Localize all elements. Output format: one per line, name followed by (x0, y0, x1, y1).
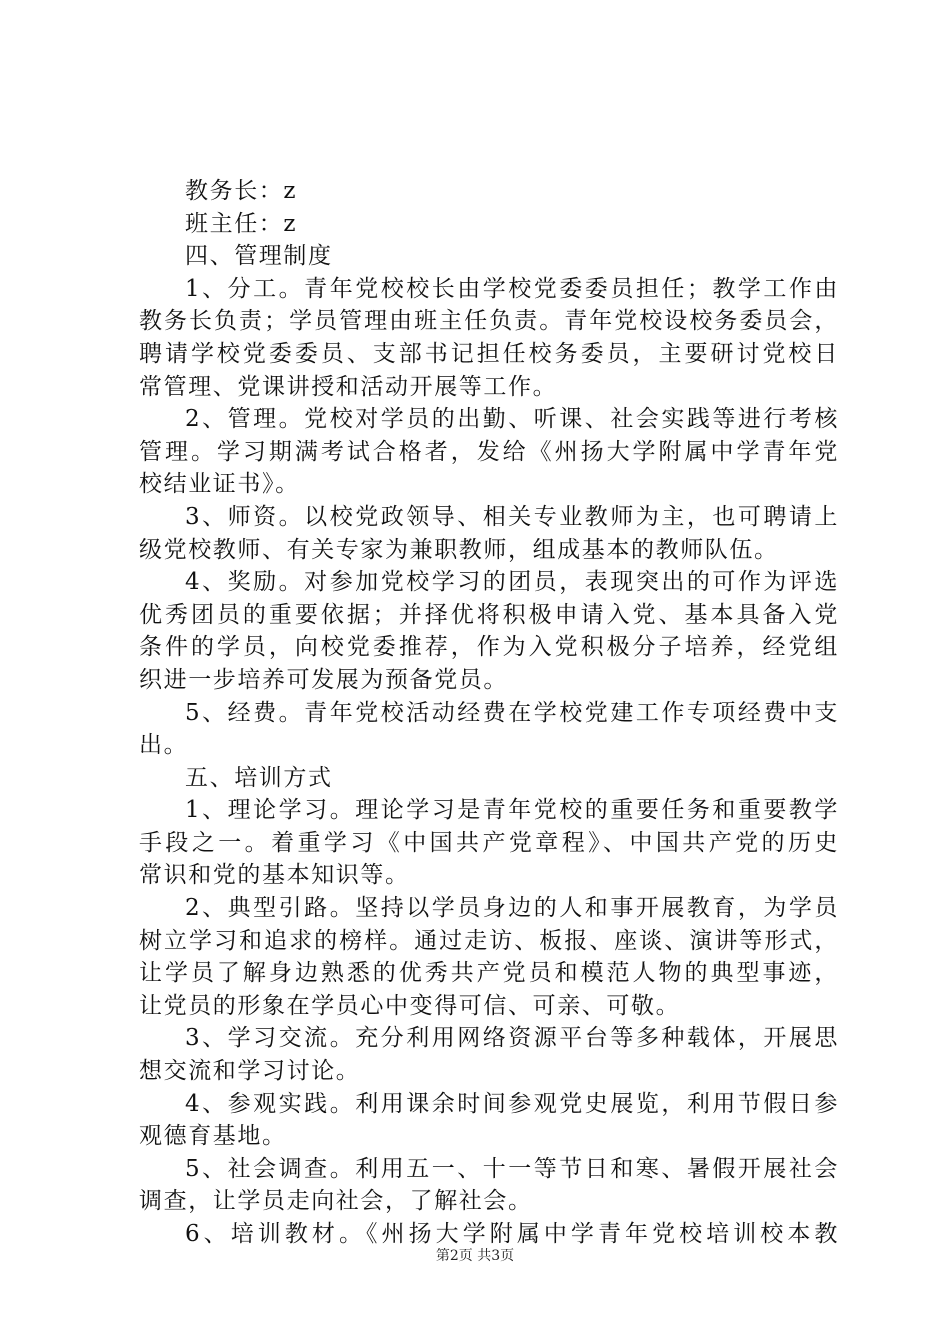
text-line: 条件的学员，向校党委推荐，作为入党积极分子培养，经党组 (139, 634, 839, 661)
text-line: 管理。学习期满考试合格者，发给《州扬大学附属中学青年党 (139, 438, 839, 465)
text-line: 想交流和学习讨论。 (139, 1058, 361, 1085)
text-line: 校结业证书》。 (139, 471, 300, 498)
text-line: 5、社会调查。利用五一、十一等节日和寒、暑假开展社会 (185, 1155, 839, 1182)
text-line: 教务长：z (185, 178, 298, 204)
text-line: 树立学习和追求的榜样。通过走访、板报、座谈、演讲等形式， (139, 927, 839, 954)
text-line: 1、分工。青年党校校长由学校党委委员担任；教学工作由 (185, 275, 839, 302)
text-line: 观德育基地。 (139, 1123, 287, 1150)
text-line: 2、典型引路。坚持以学员身边的人和事开展教育，为学员 (185, 895, 839, 922)
text-line: 3、师资。以校党政领导、相关专业教师为主，也可聘请上 (185, 503, 839, 530)
text-line: 级党校教师、有关专家为兼职教师，组成基本的教师队伍。 (139, 536, 779, 563)
text-line: 四、管理制度 (185, 243, 333, 270)
text-line: 3、学习交流。充分利用网络资源平台等多种载体，开展思 (185, 1025, 839, 1052)
text-line: 调查，让学员走向社会，了解社会。 (139, 1188, 533, 1215)
text-line: 6、培训教材。《州扬大学附属中学青年党校培训校本教 (185, 1221, 839, 1247)
text-line: 5、经费。青年党校活动经费在学校党建工作专项经费中支 (185, 699, 839, 726)
text-line: 常识和党的基本知识等。 (139, 862, 410, 889)
text-line: 1、理论学习。理论学习是青年党校的重要任务和重要教学 (185, 797, 839, 824)
text-line: 聘请学校党委委员、支部书记担任校务委员，主要研讨党校日 (139, 340, 839, 367)
page-footer: 第2页 共3页 (435, 1248, 515, 1264)
text-line: 4、参观实践。利用课余时间参观党史展览，利用节假日参 (185, 1090, 839, 1117)
text-line: 教务长负责；学员管理由班主任负责。青年党校设校务委员会， (139, 308, 839, 335)
text-line: 优秀团员的重要依据；并择优将积极申请入党、基本具备入党 (139, 601, 839, 628)
text-line: 织进一步培养可发展为预备党员。 (139, 666, 508, 693)
text-line: 2、管理。党校对学员的出勤、听课、社会实践等进行考核 (185, 406, 839, 433)
text-line: 五、培训方式 (185, 764, 333, 791)
document-body (139, 175, 839, 1251)
text-line: 班主任：z (185, 210, 298, 237)
text-line: 让学员了解身边熟悉的优秀共产党员和模范人物的典型事迹， (139, 960, 839, 987)
text-line: 手段之一。着重学习《中国共产党章程》、中国共产党的历史 (139, 829, 839, 856)
text-line: 4、奖励。对参加党校学习的团员，表现突出的可作为评选 (185, 569, 839, 596)
text-line: 让党员的形象在学员心中变得可信、可亲、可敬。 (139, 992, 681, 1019)
text-line: 常管理、党课讲授和活动开展等工作。 (139, 373, 558, 400)
text-line: 出。 (139, 732, 189, 759)
